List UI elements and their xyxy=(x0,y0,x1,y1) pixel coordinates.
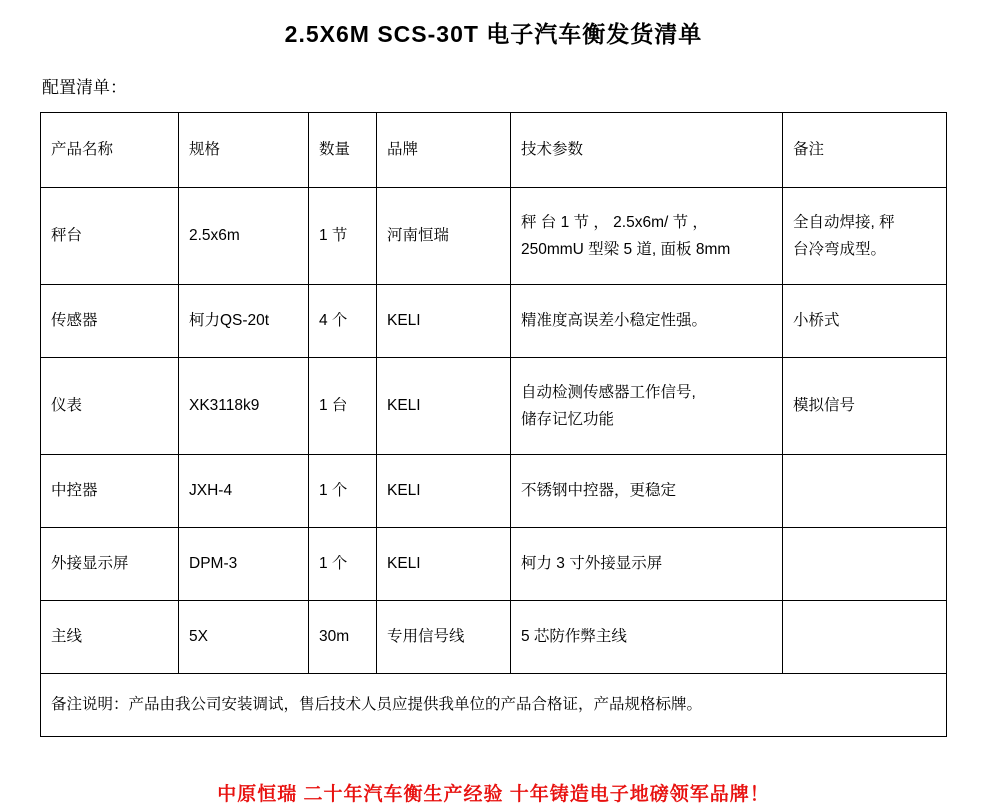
cell-remark-line-1: 全自动焊接, 秤 xyxy=(793,213,895,231)
footer-slogan: 中原恒瑞 二十年汽车衡生产经验 十年铸造电子地磅领军品牌！ xyxy=(217,784,770,805)
table-header-row xyxy=(41,113,947,188)
cell-params-line-1: 秤 台 1 节 ， 2.5x6m/ 节 ， xyxy=(521,213,708,231)
cell-spec: 2.5x6m xyxy=(179,188,309,285)
cell-params-line-2: 储存记忆功能 xyxy=(521,411,615,428)
cell-spec: DPM-3 xyxy=(179,528,309,601)
cell-brand: 河南恒瑞 xyxy=(377,188,511,285)
table-row xyxy=(41,188,947,285)
column-header-remark: 备注 xyxy=(783,113,947,188)
cell-name: 仪表 xyxy=(41,358,179,455)
table-row xyxy=(41,455,947,528)
specification-table xyxy=(40,112,947,737)
cell-name: 主线 xyxy=(41,601,179,674)
column-header-params: 技术参数 xyxy=(511,113,783,188)
cell-remark-line-2: 台冷弯成型。 xyxy=(793,241,887,258)
cell-brand: KELI xyxy=(377,455,511,528)
cell-remark xyxy=(783,455,947,528)
cell-name: 外接显示屏 xyxy=(41,528,179,601)
cell-name: 传感器 xyxy=(41,285,179,358)
cell-params: 精准度高误差小稳定性强。 xyxy=(511,285,783,358)
column-header-qty: 数量 xyxy=(309,113,377,188)
table-row xyxy=(41,601,947,674)
page-title: 2.5X6M SCS-30T 电子汽车衡发货清单 xyxy=(284,21,703,47)
cell-brand: KELI xyxy=(377,358,511,455)
config-list-label: 配置清单： xyxy=(42,78,127,97)
cell-spec: XK3118k9 xyxy=(179,358,309,455)
cell-brand: KELI xyxy=(377,528,511,601)
cell-params xyxy=(511,358,783,455)
cell-remark xyxy=(783,601,947,674)
note-text: 备注说明：产品由我公司安装调试，售后技术人员应提供我单位的产品合格证，产品规格标牌。 xyxy=(41,674,947,737)
column-header-brand: 品牌 xyxy=(377,113,511,188)
cell-brand: KELI xyxy=(377,285,511,358)
cell-spec: JXH-4 xyxy=(179,455,309,528)
cell-remark xyxy=(783,528,947,601)
cell-name: 中控器 xyxy=(41,455,179,528)
table-row xyxy=(41,358,947,455)
cell-remark: 小桥式 xyxy=(783,285,947,358)
cell-params-line-1: 自动检测传感器工作信号, xyxy=(521,383,696,401)
cell-name: 秤台 xyxy=(41,188,179,285)
cell-spec: 5X xyxy=(179,601,309,674)
cell-qty: 30m xyxy=(309,601,377,674)
table-row xyxy=(41,285,947,358)
cell-qty: 1 节 xyxy=(309,188,377,285)
cell-params: 柯力 3 寸外接显示屏 xyxy=(511,528,783,601)
cell-params: 5 芯防作弊主线 xyxy=(511,601,783,674)
cell-spec: 柯力QS-20t xyxy=(179,285,309,358)
cell-params: 不锈钢中控器，更稳定 xyxy=(511,455,783,528)
cell-params-line-2: 250mmU 型梁 5 道, 面板 8mm xyxy=(521,241,731,258)
cell-qty: 4 个 xyxy=(309,285,377,358)
cell-qty: 1 个 xyxy=(309,528,377,601)
cell-brand: 专用信号线 xyxy=(377,601,511,674)
table-note-row xyxy=(41,674,947,737)
column-header-spec: 规格 xyxy=(179,113,309,188)
cell-params xyxy=(511,188,783,285)
cell-remark: 模拟信号 xyxy=(783,358,947,455)
cell-qty: 1 个 xyxy=(309,455,377,528)
cell-qty: 1 台 xyxy=(309,358,377,455)
cell-remark xyxy=(783,188,947,285)
column-header-name: 产品名称 xyxy=(41,113,179,188)
table-row xyxy=(41,528,947,601)
